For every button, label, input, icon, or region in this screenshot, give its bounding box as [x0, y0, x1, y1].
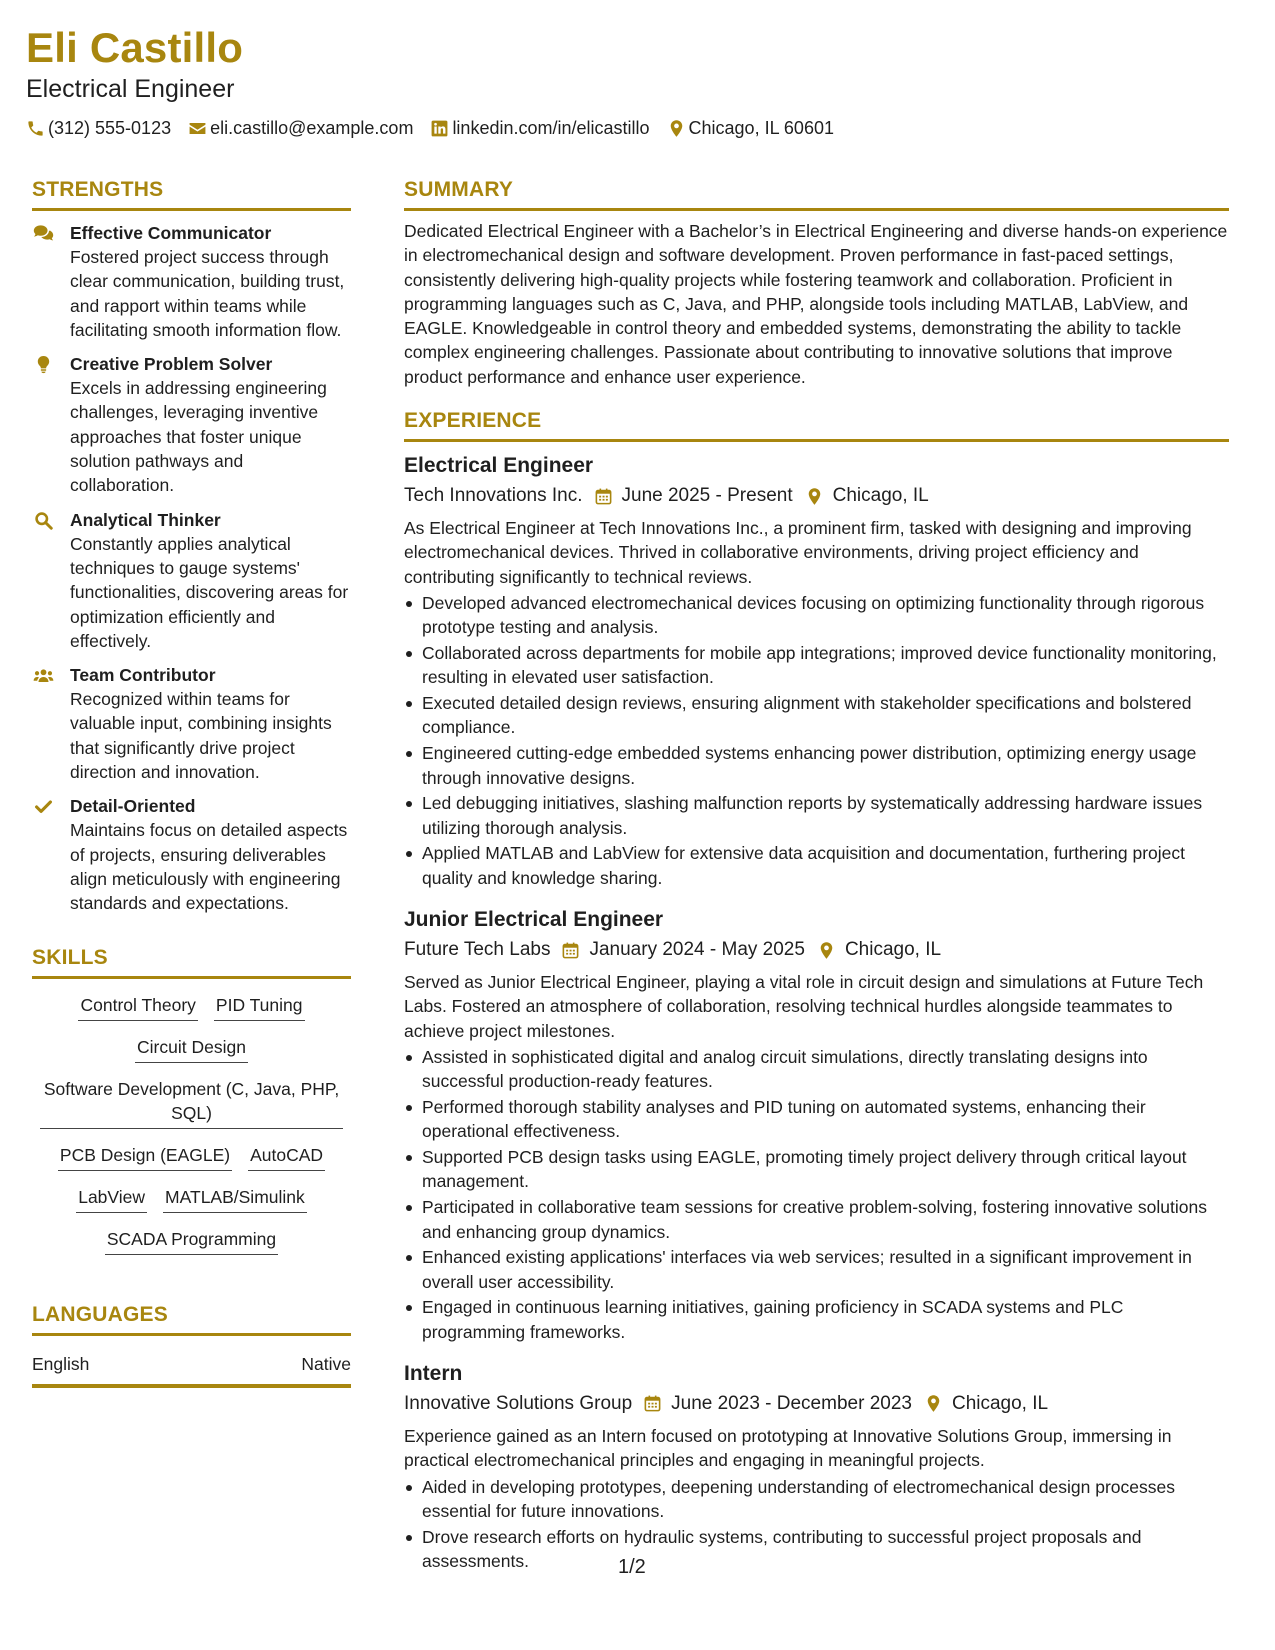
- calendar-icon: [561, 941, 580, 960]
- contact-email[interactable]: [188, 116, 413, 140]
- skill-tag: SCADA Programming: [105, 1227, 278, 1255]
- job-dates: June 2023 - December 2023: [671, 1392, 912, 1414]
- job-description: As Electrical Engineer at Tech Innovations Inc., a prominent firm, tasked with designing and improving electromechanical devices. Thrived in collaborative environments, driving project efficiency and contributing significantly to technical reviews.: [404, 518, 1192, 587]
- calendar-icon: [594, 487, 613, 506]
- bullet-item: Engaged in continuous learning initiatives, gaining proficiency in SCADA systems and PLC programming frameworks.: [404, 1295, 1229, 1344]
- linkedin-icon: [430, 119, 449, 138]
- bullet-item: Developed advanced electromechanical devices focusing on optimizing functionality through rigorous prototype testing and analysis.: [404, 591, 1229, 640]
- calendar-icon: [643, 1394, 662, 1413]
- strength-item: [32, 663, 351, 784]
- strength-desc: Fostered project success through clear communication, building trust, and rapport within teams while facilitating smooth information flow.: [70, 247, 345, 340]
- candidate-title: Electrical Engineer: [26, 75, 235, 103]
- bullet-item: Applied MATLAB and LabView for extensive data acquisition and documentation, furthering project quality and knowledge sharing.: [404, 841, 1229, 890]
- bullet-item: Engineered cutting-edge embedded systems enhancing power distribution, optimizing energy usage through innovative designs.: [404, 741, 1229, 790]
- right-column: [404, 176, 1229, 1573]
- skill-tag: Software Development (C, Java, PHP, SQL): [40, 1077, 343, 1129]
- bullet-item: Supported PCB design tasks using EAGLE, promoting timely project delivery through critical layout management.: [404, 1145, 1229, 1194]
- strength-desc: Recognized within teams for valuable input, combining insights that significantly drive project direction and innovation.: [70, 689, 332, 783]
- strength-title: Team Contributor: [70, 665, 216, 686]
- bullet-item: Executed detailed design reviews, ensuring alignment with stakeholder specifications and bolstered compliance.: [404, 691, 1229, 740]
- experience-section: [404, 407, 1229, 1573]
- job-bullets: [404, 1045, 1229, 1344]
- language-name: English: [32, 1353, 90, 1374]
- job-title: Electrical Engineer: [404, 454, 594, 478]
- strength-desc: Maintains focus on detailed aspects of projects, ensuring deliverables align meticulously with engineering standards and expectations.: [70, 820, 348, 914]
- job-location: Chicago, IL: [844, 939, 942, 961]
- email-text: eli.castillo@example.com: [210, 118, 414, 138]
- skill-tag: PID Tuning: [214, 993, 305, 1021]
- job-dates: June 2025 - Present: [621, 485, 793, 507]
- left-column: [32, 176, 351, 1388]
- skill-tag: LabView: [76, 1185, 147, 1213]
- language-level: Native: [301, 1353, 351, 1374]
- job-meta: [404, 937, 1229, 963]
- strengths-section: [32, 176, 351, 916]
- map-pin-icon: [817, 941, 836, 960]
- job-entry: [404, 1360, 1229, 1573]
- job-company: Future Tech Labs: [404, 939, 551, 961]
- strength-title: Detail-Oriented: [70, 796, 196, 817]
- skills-section: [32, 944, 351, 1255]
- comments-icon: [33, 224, 54, 243]
- job-bullets: [404, 591, 1229, 890]
- phone-text: (312) 555-0123: [48, 118, 172, 138]
- experience-heading: EXPERIENCE: [404, 407, 1229, 442]
- job-description: Experience gained as an Intern focused on prototyping at Innovative Solutions Group, immersing in practical electromechanical principles and engaging in meaningful projects.: [404, 1425, 1172, 1471]
- skill-row: [32, 1077, 351, 1129]
- skill-row: [32, 1035, 351, 1063]
- job-title: Intern: [404, 1361, 463, 1385]
- strengths-heading: STRENGTHS: [32, 176, 351, 211]
- job-title: Junior Electrical Engineer: [404, 908, 664, 932]
- summary-text: Dedicated Electrical Engineer with a Bachelor’s in Electrical Engineering and diverse hands-on experience in electromechanical design and software development. Proven performance in fast-paced settings, consistently delivering high-quality projects while fostering teamwork and collaboration. Proficient in programming languages such as C, Java, and PHP, alongside tools including MATLAB, LabView, and EAGLE. Knowledgeable in control theory and embedded systems, demonstrating the ability to tackle complex engineering challenges. Passionate about contributing to innovative solutions that improve product performance and enhance user experience.: [404, 221, 1228, 387]
- bullet-item: Aided in developing prototypes, deepening understanding of electromechanical design processes essential for future innovations.: [404, 1475, 1229, 1524]
- skill-row: [32, 1227, 351, 1255]
- languages-section: [32, 1301, 351, 1388]
- job-company: Tech Innovations Inc.: [404, 485, 583, 507]
- job-location: Chicago, IL: [832, 485, 929, 507]
- contact-bar: [26, 116, 1246, 140]
- job-entry: [404, 452, 1229, 890]
- contact-phone: [26, 116, 171, 140]
- skill-row: [32, 993, 351, 1021]
- strength-title: Analytical Thinker: [70, 509, 221, 530]
- strength-item: [32, 508, 351, 653]
- bullet-item: Drove research efforts on hydraulic systems, contributing to successful project proposals and assessments.: [404, 1525, 1229, 1574]
- job-description: Served as Junior Electrical Engineer, playing a vital role in circuit design and simulations at Future Tech Labs. Fostered an atmosphere of collaboration, resolving technical hurdles alongside teammates to achieve project milestones.: [404, 972, 1204, 1041]
- envelope-icon: [188, 119, 207, 138]
- skill-tag: AutoCAD: [248, 1143, 325, 1171]
- resume-header: [26, 22, 1246, 140]
- skill-tag: MATLAB/Simulink: [163, 1185, 307, 1213]
- strength-item: [32, 221, 351, 342]
- search-icon: [33, 511, 54, 530]
- map-pin-icon: [805, 487, 824, 506]
- summary-heading: SUMMARY: [404, 176, 1229, 211]
- skill-tag: PCB Design (EAGLE): [58, 1143, 232, 1171]
- bullet-item: Participated in collaborative team sessions for creative problem-solving, fostering innovative solutions and enhancing group dynamics.: [404, 1195, 1229, 1244]
- bullet-item: Led debugging initiatives, slashing malfunction reports by systematically addressing hardware issues utilizing thorough analysis.: [404, 791, 1229, 840]
- skills-heading: SKILLS: [32, 944, 351, 979]
- strength-item: [32, 352, 351, 497]
- page-number: 1/2: [618, 1556, 646, 1578]
- phone-icon: [26, 119, 45, 138]
- bullet-item: Performed thorough stability analyses and PID tuning on automated systems, enhancing their operational effectiveness.: [404, 1095, 1229, 1144]
- skill-row: [32, 1143, 351, 1171]
- job-location: Chicago, IL: [951, 1392, 1049, 1414]
- bullet-item: Collaborated across departments for mobile app integrations; improved device functionality monitoring, resulting in elevated user satisfaction.: [404, 641, 1229, 690]
- strength-item: [32, 794, 351, 915]
- check-icon: [33, 797, 54, 816]
- languages-heading: LANGUAGES: [32, 1301, 351, 1336]
- language-item: [32, 1352, 351, 1388]
- lightbulb-icon: [33, 355, 54, 374]
- skill-row: [32, 1185, 351, 1213]
- job-company: Innovative Solutions Group: [404, 1392, 633, 1414]
- job-dates: January 2024 - May 2025: [589, 939, 805, 961]
- job-bullets: [404, 1475, 1229, 1574]
- skill-tag: Circuit Design: [135, 1035, 248, 1063]
- users-icon: [33, 666, 54, 685]
- contact-linkedin[interactable]: [430, 116, 649, 140]
- job-meta: [404, 1391, 1229, 1417]
- skill-tag: Control Theory: [78, 993, 197, 1021]
- candidate-name: Eli Castillo: [26, 24, 244, 71]
- contact-location: [667, 116, 834, 140]
- strength-title: Effective Communicator: [70, 223, 272, 243]
- linkedin-text: linkedin.com/in/elicastillo: [452, 118, 650, 138]
- job-entry: [404, 906, 1229, 1344]
- bullet-item: Assisted in sophisticated digital and analog circuit simulations, directly translating designs into successful production-ready features.: [404, 1045, 1229, 1094]
- location-text: Chicago, IL 60601: [688, 118, 834, 138]
- summary-section: [404, 176, 1229, 389]
- strength-desc: Constantly applies analytical techniques to gauge systems' functionalities, discovering areas for optimization efficiently and effectively.: [70, 533, 349, 651]
- bullet-item: Enhanced existing applications' interfaces via web services; resulted in a significant improvement in overall user accessibility.: [404, 1245, 1229, 1294]
- map-pin-icon: [924, 1394, 943, 1413]
- job-meta: [404, 483, 1229, 509]
- strength-title: Creative Problem Solver: [70, 354, 273, 375]
- map-pin-icon: [667, 119, 686, 138]
- strength-desc: Excels in addressing engineering challenges, leveraging inventive approaches that foster unique solution pathways and collaboration.: [70, 378, 327, 496]
